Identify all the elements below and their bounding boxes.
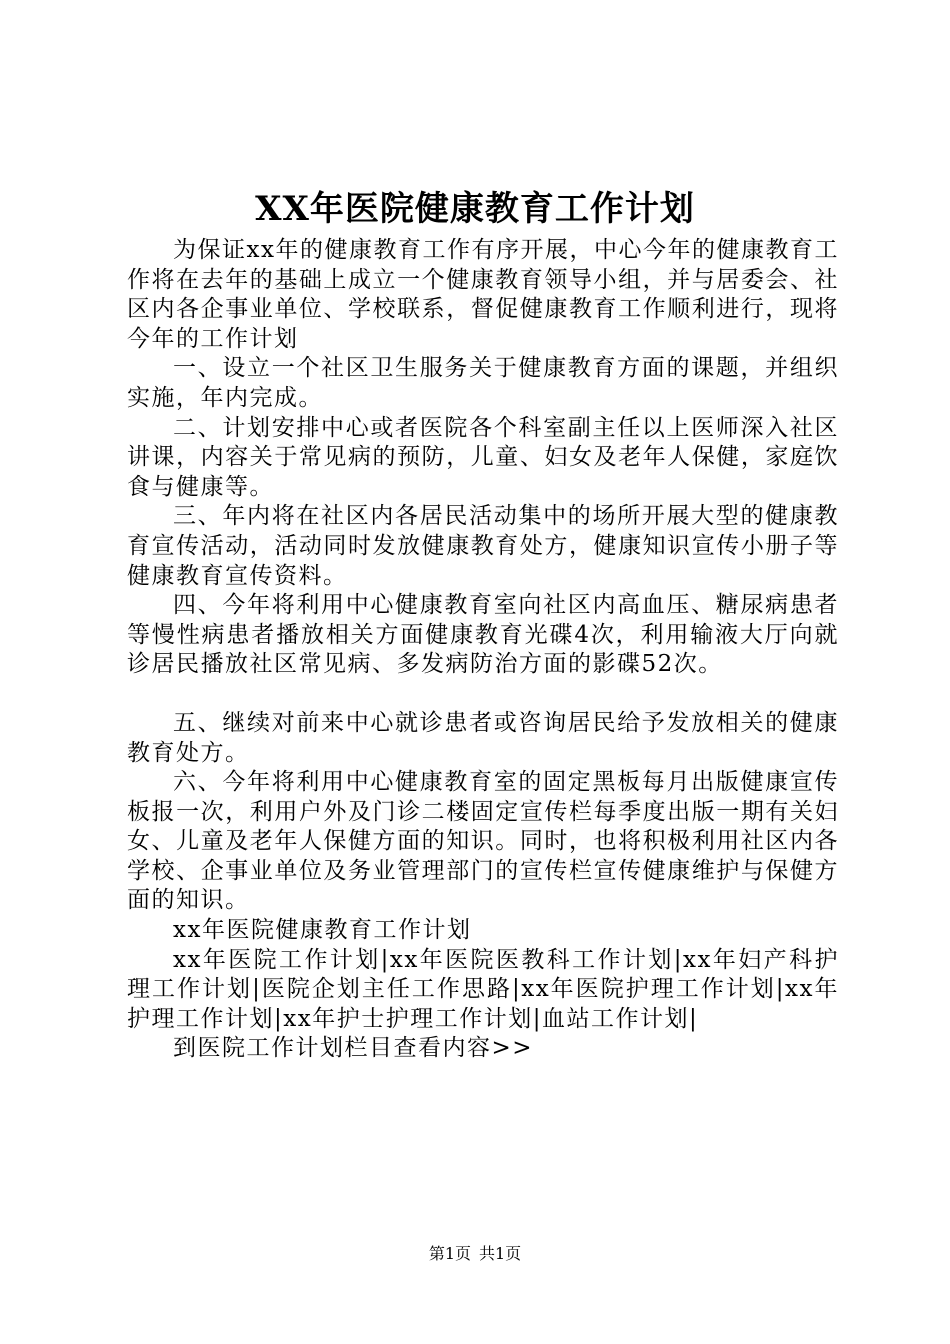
column-link-line: [127, 1034, 839, 1064]
related-link[interactable]: xx年护理工作计划: [127, 976, 840, 1032]
link-separator: |: [511, 976, 522, 1003]
paragraph-item-4: 四、今年将利用中心健康教育室向社区内高血压、糖尿病患者等慢性病患者播放相关方面健康教育光碟4次，利用输液大厅向就诊居民播放社区常见病、多发病防治方面的影碟52次。: [127, 592, 839, 678]
related-link[interactable]: xx年医院医教科工作计划: [389, 946, 674, 973]
document-body: [127, 236, 839, 1064]
link-separator: |: [673, 946, 684, 973]
paragraph-item-1: 一、设立一个社区卫生服务关于健康教育方面的课题，并组织实施，年内完成。: [127, 355, 839, 411]
paragraph-item-6: 六、今年将利用中心健康教育室的固定黑板每月出版健康宣传板报一次，利用户外及门诊二楼固定宣传栏每季度出版一期有关妇女、儿童及老年人保健方面的知识。同时，也将积极利用社区内各学校、企事业单位及务业管理部门的宣传栏宣传健康维护与保健方面的知识。: [127, 769, 839, 914]
paragraph-intro: 为保证xx年的健康教育工作有序开展，中心今年的健康教育工作将在去年的基础上成立一个健康教育领导小组，并与居委会、社区内各企事业单位、学校联系，督促健康教育工作顺利进行，现将今年的工作计划: [127, 237, 839, 352]
link-separator: |: [775, 976, 786, 1003]
paragraph-item-5: 五、继续对前来中心就诊患者或咨询居民给予发放相关的健康教育处方。: [127, 709, 839, 766]
related-link[interactable]: 医院企划主任工作思路: [261, 976, 512, 1003]
related-link[interactable]: xx年护士护理工作计划: [283, 1005, 533, 1032]
page-footer: [0, 1243, 950, 1265]
related-links: [127, 946, 839, 1035]
column-link[interactable]: 到医院工作计划栏目查看内容>>: [173, 1035, 534, 1062]
document-title: XX年医院健康教育工作计划: [255, 189, 695, 229]
page-total: 共1页: [479, 1244, 522, 1263]
paragraph-item-2: 二、计划安排中心或者医院各个科室副主任以上医师深入社区讲课，内容关于常见病的预防，儿童、妇女及老年人保健，家庭饮食与健康等。: [127, 414, 839, 500]
link-separator: |: [380, 946, 390, 973]
related-link[interactable]: xx年妇产科护理工作计划: [127, 946, 839, 1003]
page-number: 第1页: [428, 1244, 471, 1263]
repeat-title: xx年医院健康教育工作计划: [173, 917, 472, 944]
link-separator: |: [252, 976, 262, 1003]
related-link[interactable]: xx年医院工作计划: [173, 946, 381, 973]
link-separator: |: [532, 1005, 542, 1032]
related-link[interactable]: xx年医院护理工作计划: [521, 976, 776, 1003]
related-link[interactable]: 血站工作计划: [541, 1005, 689, 1032]
link-separator: |: [688, 1005, 699, 1032]
paragraph-item-3: 三、年内将在社区内各居民活动集中的场所开展大型的健康教育宣传活动，活动同时发放健康教育处方，健康知识宣传小册子等健康教育宣传资料。: [127, 503, 839, 589]
link-separator: |: [274, 1005, 284, 1032]
